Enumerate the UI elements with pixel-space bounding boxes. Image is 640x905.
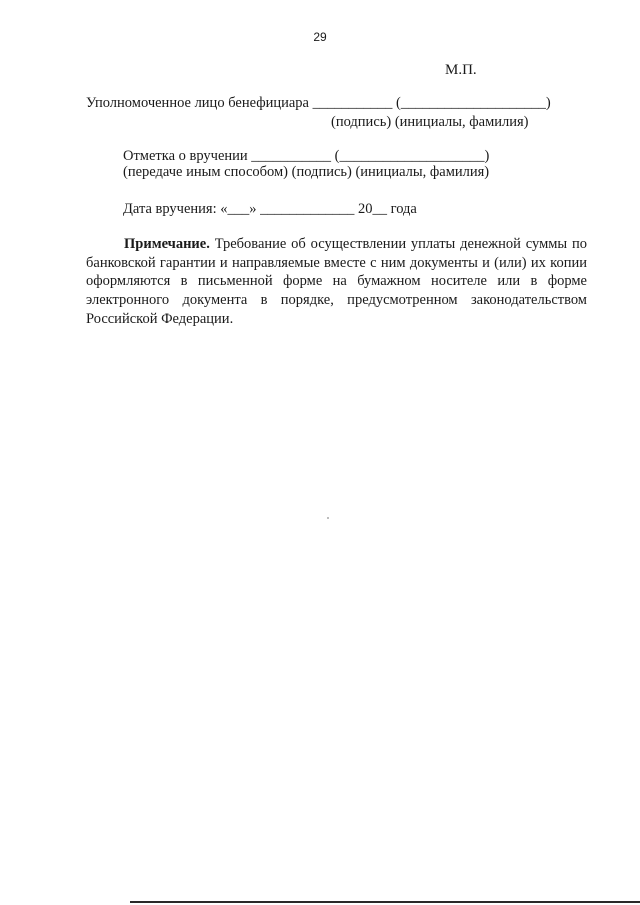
note-paragraph — [86, 235, 587, 329]
beneficiary-signature-line: Уполномоченное лицо бенефициара ___________ (____________________) — [86, 95, 551, 111]
note-label: Примечание. — [124, 236, 210, 252]
delivery-mark-line: Отметка о вручении ___________ (____________________) — [123, 148, 490, 164]
scan-speck — [327, 517, 329, 519]
note-text: Требование об осуществлении уплаты денежной суммы по банковской гарантии и направляемые вместе с ним документы и (или) их копии оформляются в письменной форме на бумажном носителе или в форме электронного документа в порядке, предусмотренном законодательством Российской Федерации. — [86, 236, 587, 327]
beneficiary-signature-captions: (подпись) (инициалы, фамилия) — [331, 114, 529, 130]
seal-mark: М.П. — [445, 62, 477, 78]
page-number: 29 — [313, 30, 327, 44]
scan-bottom-edge — [130, 901, 640, 903]
delivery-date-line: Дата вручения: «___» _____________ 20__ года — [123, 201, 417, 217]
delivery-mark-captions: (передаче иным способом) (подпись) (инициалы, фамилия) — [123, 164, 490, 180]
